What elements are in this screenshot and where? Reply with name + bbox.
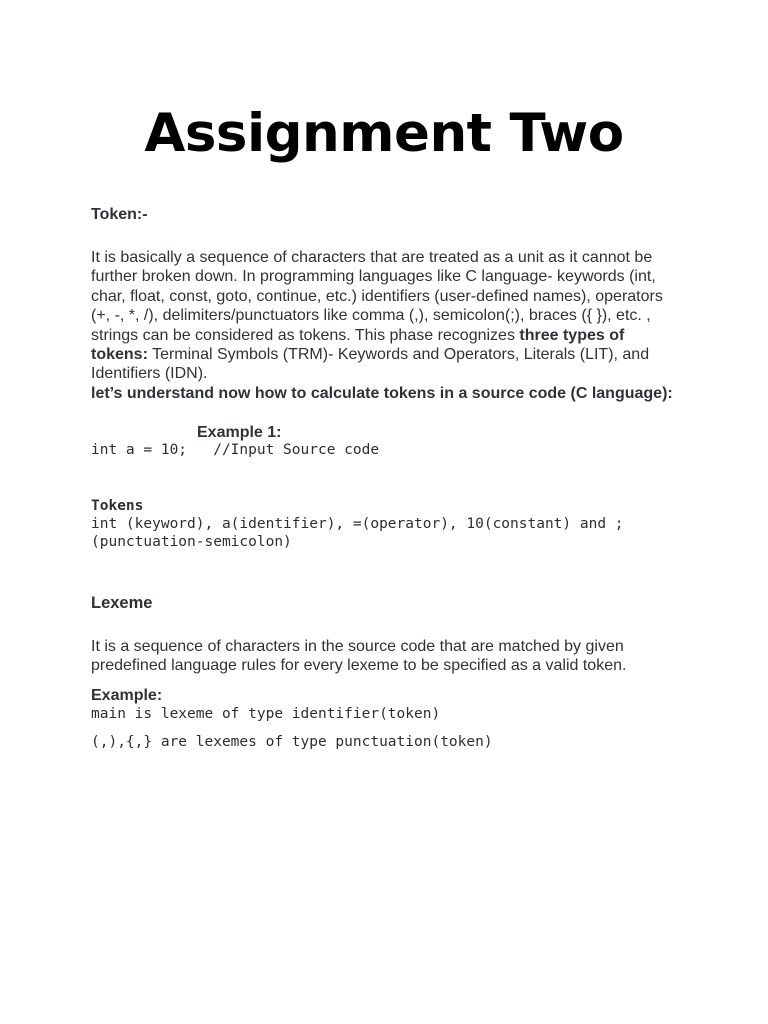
tokens-line-1: int (keyword), a(identifier), =(operator), 10(constant) and ; (91, 516, 624, 532)
token-heading: Token:- (91, 206, 148, 223)
calculate-tokens-intro: let’s understand now how to calculate tokens in a source code (C language): (91, 385, 673, 402)
token-types-emphasis: three types of tokens: (91, 326, 625, 364)
page-title: Assignment Two (144, 103, 624, 164)
token-paragraph-text: It is basically a sequence of characters that are treated as a unit as it cannot be further broken down. In programming languages like C language- keywords (int, char, float, const, goto, continue, etc.) identifiers (user-defined names), operators (+, -, *, /), delimiters/punctuators like comma (,), semicolon(;), braces ({ }), etc. , strings can be considered as tokens. This phase recognizes (91, 249, 663, 344)
example-line-2: (,),{,} are lexemes of type punctuation(token) (91, 734, 493, 750)
example-1-label: Example 1: (197, 424, 282, 441)
example-1-code: int a = 10; //Input Source code (91, 442, 380, 458)
token-paragraph (91, 248, 681, 384)
token-paragraph-text-end: Terminal Symbols (TRM)- Keywords and Operators, Literals (LIT), and Identifiers (IDN). (91, 346, 650, 383)
lexeme-heading: Lexeme (91, 594, 153, 612)
example-line-1: main is lexeme of type identifier(token) (91, 706, 441, 722)
example-label: Example: (91, 687, 163, 704)
tokens-label: Tokens (91, 498, 144, 514)
tokens-line-2: (punctuation-semicolon) (91, 534, 292, 550)
lexeme-paragraph: It is a sequence of characters in the source code that are matched by given predefined language rules for every lexeme to be specified as a valid token. (91, 638, 627, 675)
